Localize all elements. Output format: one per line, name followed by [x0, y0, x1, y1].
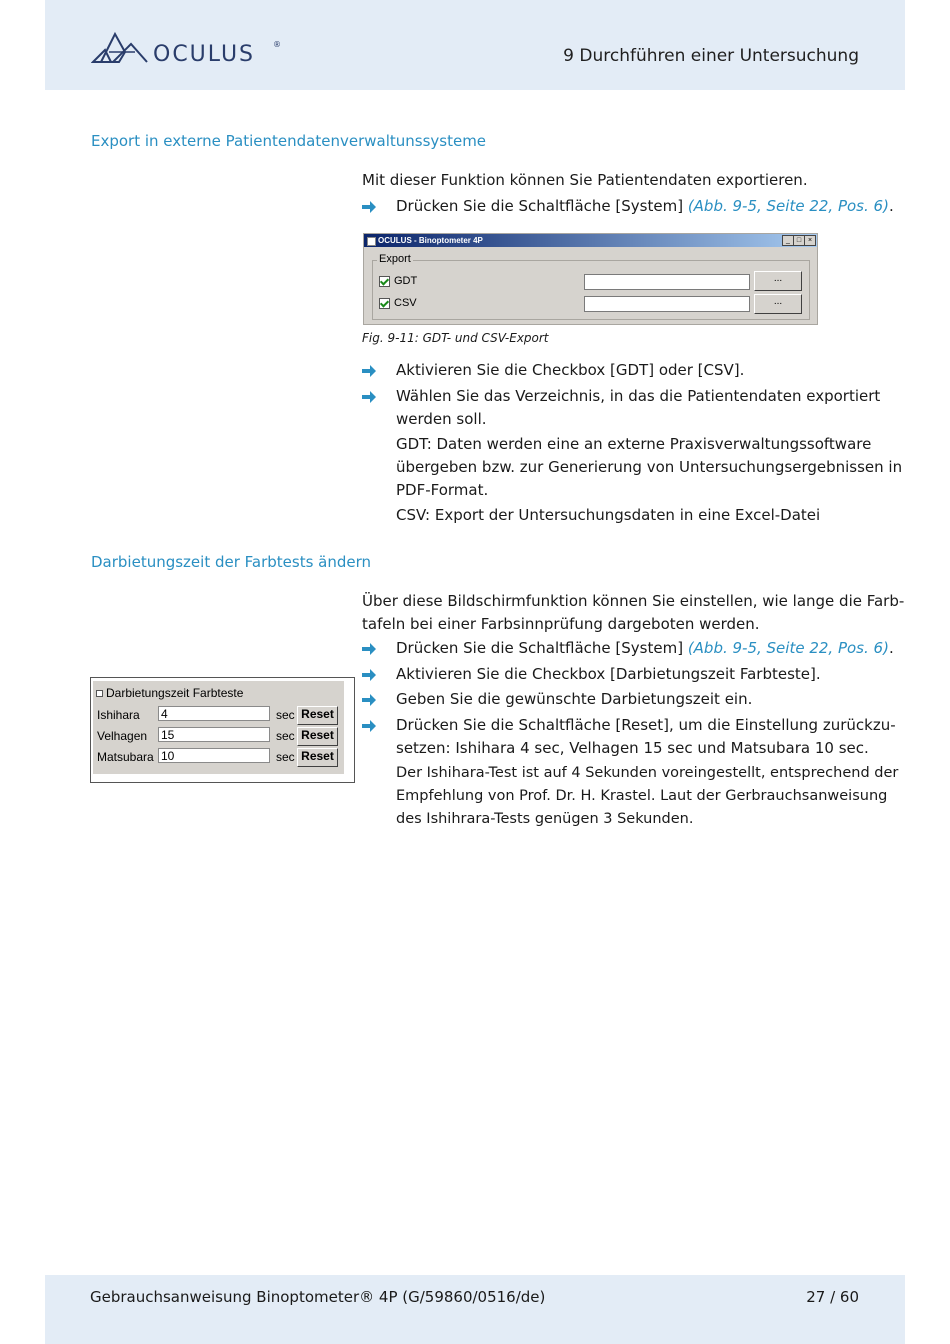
page-header	[45, 0, 905, 90]
darbietungszeit-dialog	[90, 677, 355, 783]
export-step-1	[396, 195, 894, 218]
step-line: Drücken Sie die Schaltfläche [Reset], um die Einstellung zurückzu-	[396, 716, 896, 734]
arrow-right-icon	[361, 718, 377, 734]
velhagen-input[interactable]: 15	[158, 727, 270, 742]
ishihara-input[interactable]: 4	[158, 706, 270, 721]
ishihara-row	[97, 706, 342, 724]
logo-wordmark: OCULUS	[153, 42, 256, 67]
velhagen-reset-button[interactable]: Reset	[297, 727, 338, 746]
ishihara-note	[396, 762, 898, 831]
ishihara-label: Ishihara	[97, 708, 140, 722]
csv-checkbox-row[interactable]	[379, 297, 417, 309]
page-number: 27 / 60	[806, 1288, 859, 1306]
farbtests-step-1	[396, 637, 894, 660]
export-step-3	[396, 385, 880, 431]
export-dialog	[363, 233, 818, 325]
matsubara-row	[97, 748, 342, 766]
velhagen-row	[97, 727, 342, 745]
gdt-line: PDF-Format.	[396, 481, 489, 499]
figure-reference-link[interactable]: (Abb. 9-5, Seite 22, Pos. 6)	[687, 639, 889, 657]
note-line: Empfehlung von Prof. Dr. H. Krastel. Laut der Gerbrauchsanweisung	[396, 788, 888, 804]
oculus-logo-mark-icon	[91, 28, 151, 68]
export-intro: Mit dieser Funktion können Sie Patientendaten exportieren.	[362, 171, 808, 189]
csv-checkbox[interactable]	[379, 298, 390, 309]
velhagen-label: Velhagen	[97, 729, 148, 743]
gdt-line: GDT: Daten werden eine an externe Praxisverwaltungssoftware	[396, 435, 872, 453]
arrow-right-icon	[361, 199, 377, 215]
gdt-checkbox-label: GDT	[394, 275, 418, 287]
csv-browse-button[interactable]: ...	[754, 294, 802, 314]
note-line: des Ishihrara-Tests genügen 3 Sekunden.	[396, 811, 694, 827]
arrow-right-icon	[361, 363, 377, 379]
close-button[interactable]: ×	[804, 235, 816, 246]
export-group-label: Export	[379, 253, 411, 265]
step-end: .	[888, 197, 894, 215]
arrow-right-icon	[361, 641, 377, 657]
arrow-right-icon	[361, 389, 377, 405]
figure-caption: Fig. 9-11: GDT- und CSV-Export	[362, 331, 549, 345]
darbietungszeit-checkbox[interactable]	[96, 690, 103, 697]
logo-registered-mark: ®	[273, 40, 281, 49]
csv-path-input[interactable]	[584, 296, 750, 312]
matsubara-reset-button[interactable]: Reset	[297, 748, 338, 767]
maximize-button[interactable]: □	[793, 235, 805, 246]
gdt-checkbox-row[interactable]	[379, 275, 417, 287]
velhagen-unit: sec	[276, 729, 295, 743]
chapter-title: 9 Durchführen einer Untersuchung	[563, 46, 859, 66]
intro-line: Über diese Bildschirmfunktion können Sie einstellen, wie lange die Farb-	[362, 592, 905, 610]
farbtests-step-2: Aktivieren Sie die Checkbox [Darbietungszeit Farbteste].	[396, 665, 821, 683]
gdt-checkbox[interactable]	[379, 276, 390, 287]
gdt-line: übergeben bzw. zur Generierung von Untersuchungsergebnissen in	[396, 458, 903, 476]
dialog-title: OCULUS - Binoptometer 4P	[378, 236, 483, 245]
section-title-farbtests: Darbietungszeit der Farbtests ändern	[91, 553, 372, 571]
oculus-logo	[91, 28, 291, 68]
matsubara-input[interactable]: 10	[158, 748, 270, 763]
app-icon	[367, 237, 376, 246]
page-footer	[45, 1275, 905, 1344]
dialog-titlebar	[364, 234, 817, 247]
arrow-right-icon	[361, 692, 377, 708]
step-line: Wählen Sie das Verzeichnis, in das die Patientendaten exportiert	[396, 387, 881, 405]
darbietungszeit-group-label[interactable]	[96, 686, 243, 700]
figure-reference-link[interactable]: (Abb. 9-5, Seite 22, Pos. 6)	[687, 197, 889, 215]
matsubara-label: Matsubara	[97, 750, 154, 764]
minimize-button[interactable]: _	[782, 235, 794, 246]
ishihara-reset-button[interactable]: Reset	[297, 706, 338, 725]
csv-description: CSV: Export der Untersuchungsdaten in eine Excel-Datei	[396, 506, 821, 524]
gdt-description	[396, 433, 902, 502]
ishihara-unit: sec	[276, 708, 295, 722]
gdt-browse-button[interactable]: ...	[754, 271, 802, 291]
farbtests-step-3: Geben Sie die gewünschte Darbietungszeit ein.	[396, 690, 753, 708]
gdt-path-input[interactable]	[584, 274, 750, 290]
farbtests-step-4	[396, 714, 896, 760]
manual-title: Gebrauchsanweisung Binoptometer® 4P (G/59860/0516/de)	[90, 1288, 546, 1306]
export-step-2: Aktivieren Sie die Checkbox [GDT] oder [CSV].	[396, 361, 745, 379]
csv-checkbox-label: CSV	[394, 297, 417, 309]
section-title-export: Export in externe Patientendatenverwaltunssysteme	[91, 132, 487, 150]
step-text: Drücken Sie die Schaltfläche [System]	[396, 639, 688, 657]
intro-line: tafeln bei einer Farbsinnprüfung dargeboten werden.	[362, 615, 760, 633]
arrow-right-icon	[361, 667, 377, 683]
matsubara-unit: sec	[276, 750, 295, 764]
note-line: Der Ishihara-Test ist auf 4 Sekunden voreingestellt, entsprechend der	[396, 765, 899, 781]
farbtests-intro	[362, 590, 904, 636]
darbietungszeit-label: Darbietungszeit Farbteste	[106, 686, 244, 700]
step-text: Drücken Sie die Schaltfläche [System]	[396, 197, 688, 215]
step-line: werden soll.	[396, 410, 487, 428]
step-end: .	[888, 639, 894, 657]
darbietungszeit-panel	[93, 681, 344, 774]
step-line: setzen: Ishihara 4 sec, Velhagen 15 sec und Matsubara 10 sec.	[396, 739, 869, 757]
